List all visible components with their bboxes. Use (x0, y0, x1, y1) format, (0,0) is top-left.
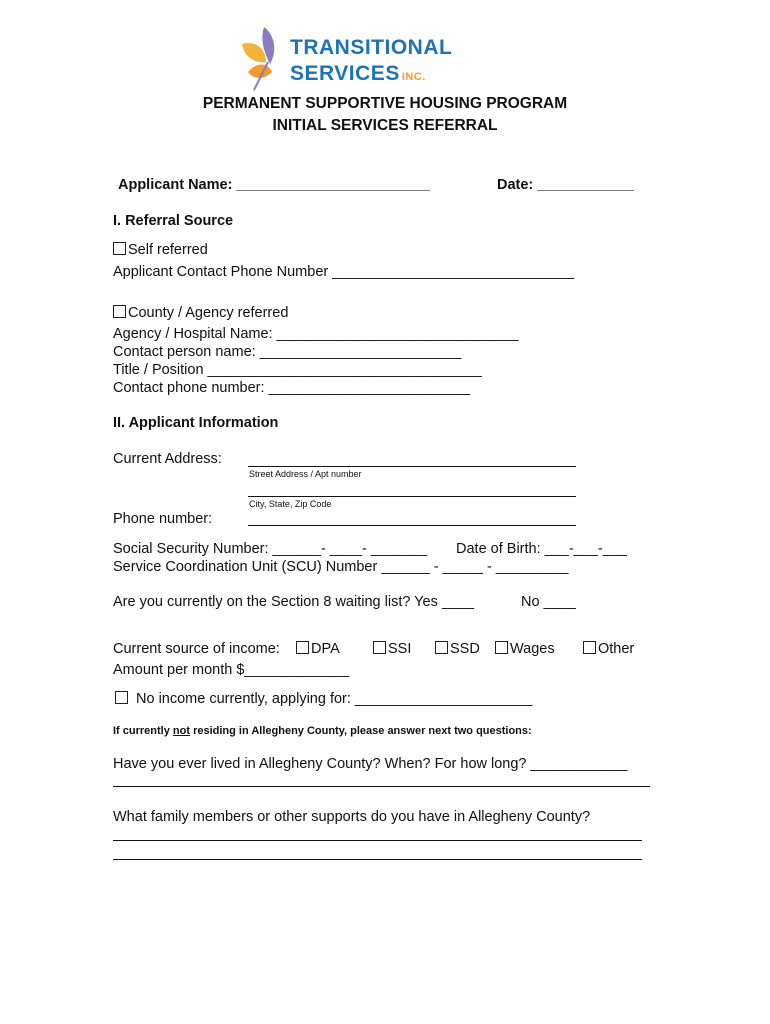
logo-line1: TRANSITIONAL (290, 36, 453, 59)
income-other-label: Other (598, 641, 635, 657)
title-line2: INITIAL SERVICES REFERRAL (272, 117, 498, 134)
answer-line-3[interactable] (113, 859, 642, 860)
city-state-zip-line[interactable] (248, 496, 576, 497)
self-referred-option[interactable] (113, 242, 208, 258)
income-wages-option[interactable] (495, 641, 555, 657)
county-referred-checkbox[interactable] (113, 305, 126, 318)
income-ssd-label: SSD (450, 641, 480, 657)
street-address-line[interactable] (248, 466, 576, 467)
answer-line-2[interactable] (113, 840, 642, 841)
title-position-field[interactable]: Title / Position __________________________________ (113, 362, 482, 378)
section1-heading: I. Referral Source (113, 213, 234, 229)
contact-phone-field[interactable]: Contact phone number: _________________________ (113, 380, 471, 396)
question-family-supports[interactable]: What family members or other supports do you have in Allegheny County? (113, 809, 591, 825)
income-wages-label: Wages (510, 641, 555, 657)
applicant-phone-field[interactable]: Applicant Contact Phone Number ______________________________ (113, 264, 575, 280)
contact-person-field[interactable]: Contact person name: _________________________ (113, 344, 462, 360)
income-ssi-option[interactable] (373, 641, 411, 657)
income-dpa-option[interactable] (296, 641, 340, 657)
ssn-field[interactable]: Social Security Number: ______- ____- _______ (113, 541, 428, 557)
title-line1: PERMANENT SUPPORTIVE HOUSING PROGRAM (202, 95, 568, 112)
street-address-hint: Street Address / Apt number (249, 469, 362, 479)
not-residing-pre: If currently (113, 725, 173, 737)
income-other-option[interactable] (583, 641, 634, 657)
income-ssi-label: SSI (388, 641, 412, 657)
section2-heading: II. Applicant Information (113, 415, 279, 431)
county-referred-option[interactable] (113, 305, 288, 321)
logo-line2-text: SERVICES (290, 62, 400, 85)
section8-question[interactable]: Are you currently on the Section 8 waiting list? Yes ____ (113, 594, 475, 610)
income-label: Current source of income: (113, 641, 280, 657)
phone-number-label: Phone number: (113, 511, 213, 527)
answer-line-1[interactable] (113, 786, 650, 787)
income-wages-checkbox[interactable] (495, 641, 508, 654)
amount-per-month-field[interactable]: Amount per month $_____________ (113, 662, 350, 678)
scu-field[interactable]: Service Coordination Unit (SCU) Number ______ - _____ - _________ (113, 559, 569, 575)
section8-no[interactable]: No ____ (521, 594, 576, 610)
logo-line2 (290, 62, 426, 86)
not-residing-note (113, 725, 532, 737)
county-referred-label: County / Agency referred (128, 305, 289, 321)
self-referred-checkbox[interactable] (113, 242, 126, 255)
agency-name-field[interactable]: Agency / Hospital Name: ______________________________ (113, 326, 519, 342)
income-other-checkbox[interactable] (583, 641, 596, 654)
logo-suffix: INC. (401, 71, 426, 83)
applicant-name-field[interactable]: Applicant Name: ________________________ (118, 177, 430, 193)
logo (234, 22, 454, 92)
income-ssi-checkbox[interactable] (373, 641, 386, 654)
question-lived-in-county[interactable]: Have you ever lived in Allegheny County? When? For how long? ____________ (113, 756, 628, 772)
no-income-option[interactable] (115, 691, 532, 707)
income-ssd-checkbox[interactable] (435, 641, 448, 654)
income-dpa-checkbox[interactable] (296, 641, 309, 654)
not-residing-not: not (172, 725, 191, 737)
no-income-label: No income currently, applying for: ______________________ (136, 691, 533, 707)
phone-number-line[interactable] (248, 525, 576, 526)
self-referred-label: Self referred (128, 242, 208, 258)
city-state-zip-hint: City, State, Zip Code (249, 499, 332, 509)
income-ssd-option[interactable] (435, 641, 480, 657)
no-income-checkbox[interactable] (115, 691, 128, 704)
dob-field[interactable]: Date of Birth: ___-___-___ (456, 541, 627, 557)
date-field[interactable]: Date: ____________ (497, 177, 635, 193)
not-residing-post: residing in Allegheny County, please answer next two questions: (190, 725, 532, 737)
income-dpa-label: DPA (311, 641, 340, 657)
leaf-logo-icon (234, 22, 294, 92)
current-address-label: Current Address: (113, 451, 222, 467)
